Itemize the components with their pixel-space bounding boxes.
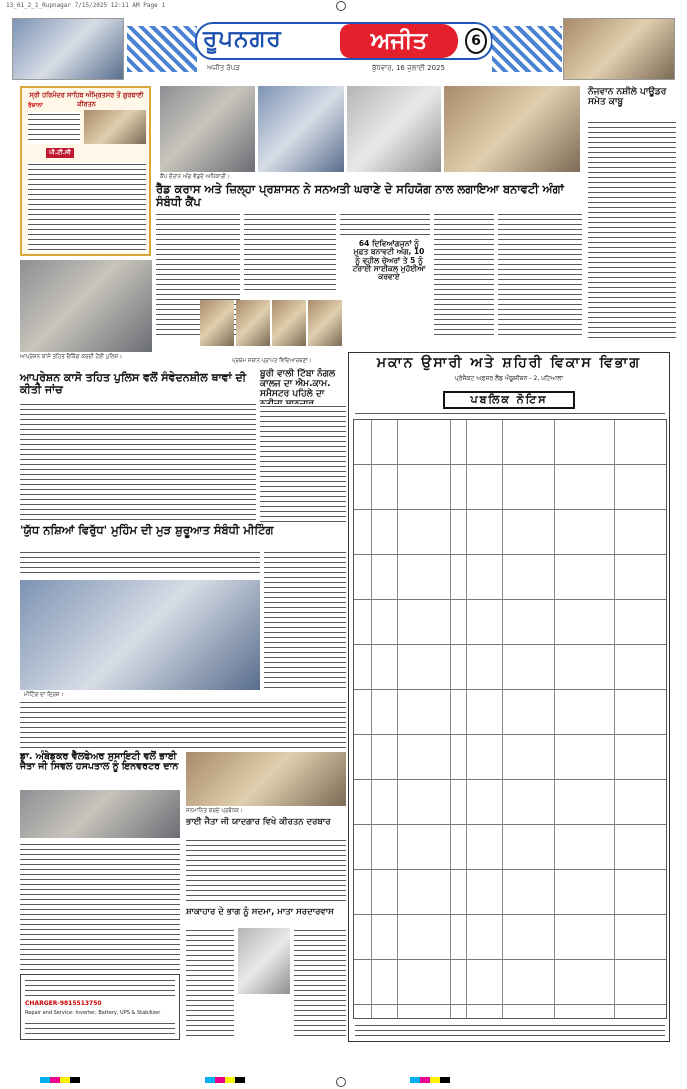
print-color-bar xyxy=(0,1068,687,1076)
student-photo-4 xyxy=(308,300,342,346)
registration-mark-icon xyxy=(336,1,346,11)
kirtan-photo xyxy=(186,752,346,806)
meeting-body xyxy=(20,700,346,748)
lead-headline: ਰੈੱਡ ਕਰਾਸ ਅਤੇ ਜ਼ਿਲ੍ਹਾ ਪ੍ਰਸ਼ਾਸਨ ਨੇ ਸਨਅਤੀ ਘਰਾਣੇ ਦੇ ਸਹਿਯੋਗ ਨਾਲ ਲਗਾਇਆ ਬਨਾਵਟੀ ਅੰਗਾਂ ਸੰਬੰਧੀ ਕੈਂਪ xyxy=(156,182,564,209)
meeting-body-right xyxy=(264,550,346,690)
ad-title: ਸ੍ਰੀ ਹਰਿਮੰਦਰ ਸਾਹਿਬ ਅੰਮ੍ਰਿਤਸਰ ਤੋਂ ਗੁਰਬਾਣੀ ਕੀਰਤਨ xyxy=(29,91,144,108)
side-headline: 64 ਦਿਵਿਆਂਗਜਨਾਂ ਨੂੰ ਮੁਫ਼ਤ ਬਨਾਵਟੀ ਅੰਗ, 10 ਨੂੰ ਵ੍ਹੀਲ ਚੇਅਰਾਂ ਤੇ 5 ਨੂੰ ਟਰਾਈ ਸਾਈਕਲ ਮੁਹੱਈਆ ਕਰਵਾਏ xyxy=(352,239,426,281)
notice-department: ਮਕਾਨ ਉਸਾਰੀ ਅਤੇ ਸ਼ਹਿਰੀ ਵਿਕਾਸ ਵਿਭਾਗ xyxy=(376,355,642,371)
notice-title: ਪਬਲਿਕ ਨੋਟਿਸ xyxy=(443,391,575,409)
repair-ad-text xyxy=(25,978,175,998)
right-headline: ਨੌਜਵਾਨ ਨਸ਼ੀਲੇ ਪਾਊਡਰ ਸਮੇਤ ਕਾਬੂ xyxy=(588,87,667,107)
notice-intro xyxy=(355,411,665,417)
ambedkar-body xyxy=(20,842,180,970)
public-notice xyxy=(348,352,670,1042)
header-photo-left xyxy=(12,18,124,80)
ad-text xyxy=(28,162,146,252)
lead-body-col-3 xyxy=(340,212,430,236)
obit-body xyxy=(186,928,234,1040)
notice-subheading: ਪ੍ਰੋਜੈਕਟ ਅਫ਼ਸਰ ਲੈਂਡ ਐਕੂਜ਼ੀਸ਼ਨ - 2, ਪਟਿਆਲਾ xyxy=(454,375,564,382)
operation-body xyxy=(20,402,256,522)
kirtan-headline: ਭਾਈ ਜੈਤਾ ਜੀ ਯਾਦਗਾਰ ਵਿਖੇ ਕੀਰਤਨ ਦਰਬਾਰ xyxy=(186,817,331,827)
lead-body-col-2 xyxy=(244,212,336,292)
masthead-title-left: ਰੂਪਨਗਰ xyxy=(203,26,282,52)
camp-photo-3 xyxy=(347,86,441,172)
page-number: 6 xyxy=(465,28,487,54)
operation-photo xyxy=(20,260,152,352)
meeting-headline: 'ਯੁੱਧ ਨਸ਼ਿਆਂ ਵਿਰੁੱਧ' ਮੁਹਿੰਮ ਦੀ ਮੁੜ ਸ਼ੁਰੂਆਤ ਸੰਬੰਧੀ ਮੀਟਿੰਗ xyxy=(20,523,274,537)
operation-headline: ਆਪ੍ਰੇਸ਼ਨ ਕਾਸੋ ਤਹਿਤ ਪੁਲਿਸ ਵਲੋਂ ਸੰਵੇਦਨਸ਼ੀਲ ਥਾਵਾਂ ਦੀ ਕੀਤੀ ਜਾਂਚ xyxy=(20,371,247,397)
repair-ad-service: Repair and Service: Inverter, Battery, UPS & Stabilizer xyxy=(25,1010,161,1016)
lead-caption: ਕੈਂਪ ਦੌਰਾਨ ਅੰਗ ਵੰਡਦੇ ਅਧਿਕਾਰੀ। xyxy=(160,174,230,180)
ambedkar-photo xyxy=(20,790,180,838)
camp-photo-1 xyxy=(160,86,255,172)
ptc-badge: ਪੀ.ਟੀ.ਸੀ xyxy=(46,148,74,158)
right-body xyxy=(588,120,676,342)
print-slug: 13_01_2_1_Rupnagar 7/15/2025 12:11 AM Page 1 xyxy=(6,2,165,9)
camp-photo-2 xyxy=(258,86,344,172)
student-photo-1 xyxy=(200,300,234,346)
header-pattern-right xyxy=(492,26,562,72)
lead-body-col-5 xyxy=(498,212,582,338)
student-photo-3 xyxy=(272,300,306,346)
meeting-intro xyxy=(20,550,260,576)
repair-ad-address xyxy=(25,1021,175,1037)
dateline: ਬੁੱਧਵਾਰ, 16 ਜੁਲਾਈ 2025 xyxy=(372,64,445,72)
meeting-caption: ਮੀਟਿੰਗ ਦਾ ਦ੍ਰਿਸ਼। xyxy=(24,692,64,698)
repair-ad xyxy=(20,974,180,1040)
college-headline: ਬੂਰੀ ਵਾਲੀ ਟਿੱਬਾ ਨੰਗਲ ਕਾਲਜ ਦਾ ਐਮ.ਕਾਮ. ਸਮੈਸਟਰ ਪਹਿਲੇ ਦਾ xyxy=(260,369,336,399)
masthead xyxy=(12,18,675,80)
kirtan-ad xyxy=(20,86,151,256)
kirtan-caption: ਸਨਮਾਨਿਤ ਕਰਦੇ ਪ੍ਰਬੰਧਕ। xyxy=(186,808,243,814)
meeting-photo xyxy=(20,580,260,690)
masthead-title-right: ਅਜੀਤ xyxy=(340,24,458,58)
notice-footer-text xyxy=(355,1023,665,1039)
obit-body-2 xyxy=(294,928,346,1040)
college-caption: ਪ੍ਰਥਮ ਸਥਾਨ ਪ੍ਰਾਪਤ ਵਿਦਿਆਰਥਣਾਂ। xyxy=(232,358,312,364)
edition-label: ਅਜੀਤ ਰੋਪੜ xyxy=(207,64,240,72)
notice-table xyxy=(353,419,667,1019)
college-body xyxy=(260,404,346,522)
obit-photo xyxy=(238,928,290,994)
operation-caption: ਆਪ੍ਰੇਸ਼ਨ ਕਾਸੋ ਤਹਿਤ ਚੈਕਿੰਗ ਕਰਦੀ ਹੋਈ ਪੁਲਿਸ। xyxy=(20,354,123,360)
ad-subtitle: ਰੋਜ਼ਾਨਾ xyxy=(28,102,43,109)
repair-ad-phone: CHARGER-9815513750 xyxy=(25,1000,102,1007)
masthead-logo xyxy=(195,22,493,60)
camp-photo-4 xyxy=(444,86,580,172)
obit-headline: ਸ਼ਾਕਾਹਾਰ ਦੇ ਭਾਗ ਨੂੰ ਸਦਮਾ, ਮਾਤਾ ਸਰਦਾਰਵਾਸ xyxy=(186,907,334,917)
header-pattern-left xyxy=(127,26,197,72)
kirtan-body xyxy=(186,838,346,904)
student-photo-2 xyxy=(236,300,270,346)
ambedkar-headline: ਡਾ. ਅੰਬੇਡਕਰ ਵੈੱਲਫੇਅਰ ਸੁਸਾਇਟੀ ਵਲੋਂ ਭਾਈ ਜੈਤਾ ਜੀ ਸਿਵਲ ਹਸਪਤਾਲ ਨੂੰ ਇਨਵਰਟਰ ਦਾਨ xyxy=(20,751,179,773)
registration-mark-icon xyxy=(336,1077,346,1087)
lead-body-col-4 xyxy=(434,212,494,338)
header-photo-right xyxy=(563,18,675,80)
ad-text xyxy=(28,112,80,144)
golden-temple-photo xyxy=(84,110,146,144)
